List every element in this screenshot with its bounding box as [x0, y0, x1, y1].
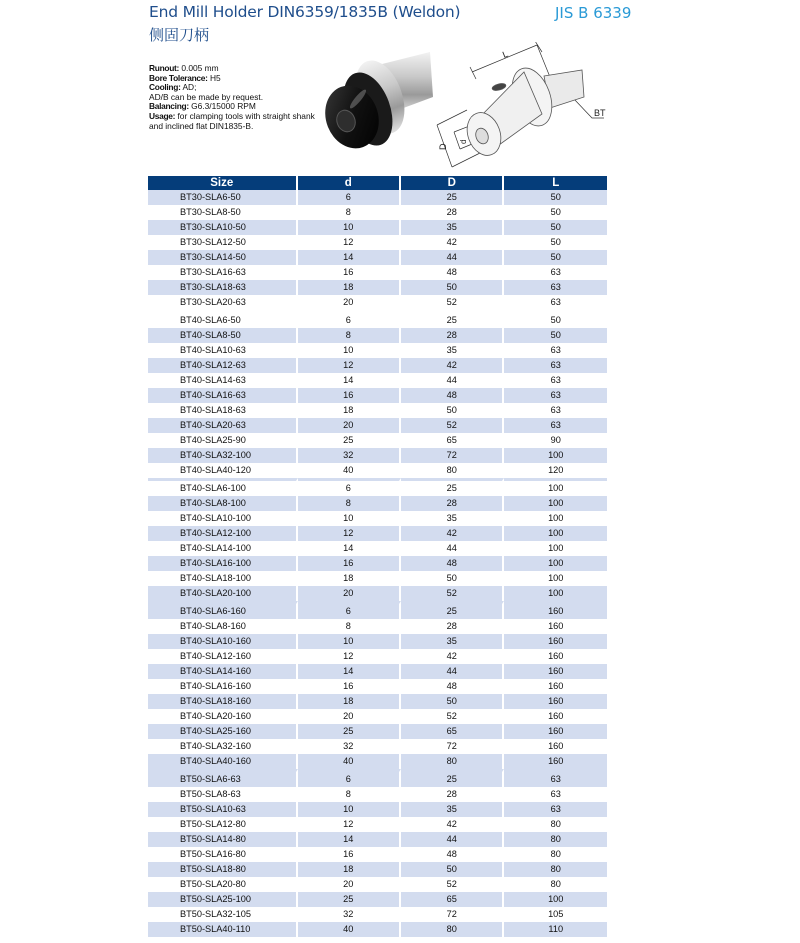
- table-row: [148, 817, 607, 832]
- cell-size: BT40-SLA32-160: [148, 739, 298, 754]
- cell-D: 42: [401, 235, 504, 250]
- product-photo: [318, 47, 433, 162]
- spec-value: 0.005 mm: [181, 63, 219, 73]
- cell-L: 63: [550, 267, 561, 277]
- page-title: End Mill Holder DIN6359/1835B (Weldon): [149, 3, 461, 21]
- spec-label: Cooling:: [149, 82, 181, 93]
- cell-D: 48: [401, 265, 504, 280]
- cell-size: BT40-SLA12-160: [148, 649, 298, 664]
- cell-L: 160: [504, 754, 607, 769]
- cell-D: 50: [401, 571, 504, 586]
- cell-size: BT40-SLA32-100: [148, 448, 298, 463]
- cell-L: 100: [548, 543, 564, 553]
- cell-D: 52: [401, 418, 504, 433]
- cell-L: 50: [550, 237, 561, 247]
- cell-d: 6: [298, 478, 401, 496]
- cell-L: 63: [504, 280, 607, 295]
- cell-L: 110: [504, 922, 607, 937]
- table-row: [148, 373, 607, 388]
- cell-D: 25: [401, 769, 504, 787]
- cell-d: 16: [298, 847, 401, 862]
- cell-size: BT40-SLA10-63: [148, 343, 298, 358]
- cell-size: BT40-SLA25-90: [148, 433, 298, 448]
- cell-d: 10: [298, 634, 401, 649]
- cell-size: BT30-SLA10-50: [148, 220, 298, 235]
- cell-size: BT40-SLA20-100: [148, 586, 298, 601]
- cell-size: BT50-SLA32-105: [148, 907, 298, 922]
- cell-D: 35: [401, 343, 504, 358]
- cell-D: 52: [401, 877, 504, 892]
- cell-size: BT30-SLA12-50: [148, 235, 298, 250]
- cell-L: 50: [504, 328, 607, 343]
- cell-D: 42: [401, 358, 504, 373]
- table-row: [148, 739, 607, 754]
- cell-D: 50: [401, 862, 504, 877]
- table-row: [148, 649, 607, 664]
- table-row: [148, 694, 607, 709]
- cell-L: 100: [504, 892, 607, 907]
- cell-d: 6: [298, 310, 401, 328]
- cell-D: 28: [401, 787, 504, 802]
- cell-L: 160: [504, 664, 607, 679]
- cell-D: 44: [401, 832, 504, 847]
- table-row: [148, 571, 607, 586]
- cell-size: BT40-SLA14-160: [148, 664, 298, 679]
- table-row: [148, 847, 607, 862]
- cell-d: 12: [298, 526, 401, 541]
- cell-d: 25: [298, 892, 401, 907]
- cell-L: 63: [550, 789, 561, 799]
- cell-D: 65: [401, 724, 504, 739]
- table-row: [148, 601, 607, 619]
- cell-L: 63: [550, 375, 561, 385]
- cell-d: 8: [298, 496, 401, 511]
- cell-D: 65: [401, 433, 504, 448]
- cell-d: 6: [298, 601, 401, 619]
- cell-d: 14: [298, 250, 401, 265]
- cell-size: BT50-SLA40-110: [148, 922, 298, 937]
- spec-label: Balancing:: [149, 101, 189, 112]
- spec-value: G6.3/15000 RPM: [191, 101, 256, 112]
- table-row: [148, 619, 607, 634]
- column-header-L: L: [504, 176, 607, 190]
- cell-D: 48: [401, 388, 504, 403]
- column-header-d: d: [298, 176, 401, 190]
- cell-size: BT40-SLA8-100: [148, 496, 298, 511]
- cell-L: 63: [550, 405, 561, 415]
- cell-L: 160: [548, 651, 564, 661]
- spec-cooling-note: AD/B can be made by request.: [149, 91, 264, 102]
- cell-L: 50: [504, 190, 607, 205]
- table-row: [148, 664, 607, 679]
- cell-size: BT30-SLA16-63: [148, 265, 298, 280]
- table-header-row: [148, 176, 607, 190]
- cell-L: 120: [548, 465, 564, 475]
- cell-d: 16: [298, 265, 401, 280]
- cell-d: 8: [298, 205, 401, 220]
- cell-L: 160: [548, 741, 564, 751]
- cell-size: BT30-SLA8-50: [148, 205, 298, 220]
- table-row: [148, 634, 607, 649]
- cell-d: 12: [298, 358, 401, 373]
- cell-D: 44: [401, 664, 504, 679]
- spec-list: [149, 64, 319, 131]
- cell-d: 14: [298, 832, 401, 847]
- cell-d: 14: [298, 664, 401, 679]
- table-row: [148, 403, 607, 418]
- table-row: [148, 343, 607, 358]
- cell-D: 44: [401, 373, 504, 388]
- cell-d: 18: [298, 694, 401, 709]
- cell-D: 35: [401, 802, 504, 817]
- cell-size: BT40-SLA20-160: [148, 709, 298, 724]
- cell-d: 12: [298, 235, 401, 250]
- cell-size: BT40-SLA25-160: [148, 724, 298, 739]
- cell-d: 6: [298, 190, 401, 205]
- cell-D: 80: [401, 463, 504, 478]
- table-row: [148, 463, 607, 478]
- cell-d: 18: [298, 862, 401, 877]
- cell-d: 14: [298, 373, 401, 388]
- cell-D: 52: [401, 709, 504, 724]
- cell-size: BT30-SLA14-50: [148, 250, 298, 265]
- cell-D: 42: [401, 817, 504, 832]
- cell-d: 20: [298, 586, 401, 601]
- table-row: [148, 862, 607, 877]
- cell-L: 160: [504, 634, 607, 649]
- spec-label: Runout:: [149, 63, 179, 73]
- cell-d: 14: [298, 541, 401, 556]
- cell-L: 100: [504, 526, 607, 541]
- spec-table: [148, 176, 607, 937]
- cell-D: 80: [401, 754, 504, 769]
- table-row: [148, 754, 607, 769]
- cell-D: 72: [401, 739, 504, 754]
- cell-size: BT50-SLA14-80: [148, 832, 298, 847]
- cell-L: 63: [550, 345, 561, 355]
- cell-d: 20: [298, 295, 401, 310]
- cell-size: BT40-SLA10-100: [148, 511, 298, 526]
- label-D: D: [438, 143, 448, 150]
- cell-D: 80: [401, 922, 504, 937]
- cell-L: 63: [504, 358, 607, 373]
- cell-d: 20: [298, 418, 401, 433]
- cell-d: 12: [298, 817, 401, 832]
- table-row: [148, 496, 607, 511]
- table-row: [148, 205, 607, 220]
- cell-L: 160: [548, 711, 564, 721]
- cell-L: 160: [504, 724, 607, 739]
- cell-L: 50: [550, 207, 561, 217]
- cell-size: BT40-SLA14-63: [148, 373, 298, 388]
- cell-D: 28: [401, 328, 504, 343]
- cell-size: BT40-SLA18-100: [148, 571, 298, 586]
- cell-d: 20: [298, 709, 401, 724]
- cell-d: 40: [298, 463, 401, 478]
- table-row: [148, 220, 607, 235]
- cell-d: 40: [298, 754, 401, 769]
- column-header-D: D: [401, 176, 504, 190]
- cell-size: BT40-SLA12-100: [148, 526, 298, 541]
- cell-L: 100: [504, 586, 607, 601]
- table-row: [148, 787, 607, 802]
- cell-L: 80: [504, 862, 607, 877]
- cell-L: 63: [504, 802, 607, 817]
- cell-d: 10: [298, 220, 401, 235]
- cell-d: 20: [298, 877, 401, 892]
- spec-value: for clamping tools with straight shank and inclined flat DIN1835-B.: [149, 110, 315, 131]
- table-row: [148, 358, 607, 373]
- cell-L: 50: [504, 220, 607, 235]
- cell-size: BT30-SLA18-63: [148, 280, 298, 295]
- cell-d: 12: [298, 649, 401, 664]
- table-row: [148, 526, 607, 541]
- table-row: [148, 478, 607, 496]
- cell-D: 35: [401, 511, 504, 526]
- cell-L: 105: [548, 909, 564, 919]
- cell-L: 100: [504, 448, 607, 463]
- cell-L: 80: [550, 879, 561, 889]
- cell-size: BT50-SLA20-80: [148, 877, 298, 892]
- cell-D: 72: [401, 907, 504, 922]
- cell-size: BT30-SLA20-63: [148, 295, 298, 310]
- cell-D: 72: [401, 448, 504, 463]
- cell-d: 40: [298, 922, 401, 937]
- cell-size: BT40-SLA40-120: [148, 463, 298, 478]
- cell-d: 18: [298, 571, 401, 586]
- cell-size: BT40-SLA16-100: [148, 556, 298, 571]
- cell-d: 32: [298, 907, 401, 922]
- cell-D: 35: [401, 220, 504, 235]
- weldon-screw: [491, 82, 506, 91]
- table-row: [148, 802, 607, 817]
- label-BT: BT: [594, 108, 606, 118]
- cell-L: 50: [504, 310, 607, 328]
- cell-size: BT50-SLA16-80: [148, 847, 298, 862]
- cell-L: 100: [504, 478, 607, 496]
- table-row: [148, 511, 607, 526]
- table-row: [148, 235, 607, 250]
- cell-size: BT40-SLA18-160: [148, 694, 298, 709]
- cell-L: 100: [504, 496, 607, 511]
- cell-L: 160: [548, 681, 564, 691]
- label-L: L: [501, 48, 510, 60]
- table-row: [148, 418, 607, 433]
- cell-D: 25: [401, 190, 504, 205]
- cell-size: BT50-SLA12-80: [148, 817, 298, 832]
- table-row: [148, 922, 607, 937]
- table-row: [148, 679, 607, 694]
- cell-L: 160: [504, 694, 607, 709]
- cell-L: 63: [504, 418, 607, 433]
- cell-size: BT40-SLA14-100: [148, 541, 298, 556]
- cell-D: 28: [401, 496, 504, 511]
- standard-label: JIS B 6339: [555, 4, 632, 22]
- cell-d: 6: [298, 769, 401, 787]
- cell-size: BT40-SLA8-160: [148, 619, 298, 634]
- cell-size: BT50-SLA10-63: [148, 802, 298, 817]
- cell-size: BT30-SLA6-50: [148, 190, 298, 205]
- cell-size: BT40-SLA6-160: [148, 601, 298, 619]
- table-row: [148, 190, 607, 205]
- cell-L: 100: [504, 556, 607, 571]
- cell-D: 25: [401, 310, 504, 328]
- cell-L: 100: [548, 513, 564, 523]
- technical-diagram: [432, 42, 612, 170]
- table-row: [148, 448, 607, 463]
- table-row: [148, 265, 607, 280]
- cell-D: 48: [401, 556, 504, 571]
- cell-D: 52: [401, 586, 504, 601]
- cell-D: 28: [401, 205, 504, 220]
- spec-value: H5: [209, 72, 221, 83]
- cell-L: 63: [504, 388, 607, 403]
- cell-size: BT40-SLA6-50: [148, 310, 298, 328]
- table-row: [148, 328, 607, 343]
- cell-d: 32: [298, 448, 401, 463]
- cell-L: 63: [504, 769, 607, 787]
- cell-L: 80: [550, 849, 561, 859]
- cell-D: 48: [401, 679, 504, 694]
- cell-L: 63: [550, 297, 561, 307]
- label-d: d: [459, 139, 468, 144]
- table-row: [148, 892, 607, 907]
- cell-L: 50: [504, 250, 607, 265]
- cell-d: 8: [298, 619, 401, 634]
- cell-size: BT50-SLA8-63: [148, 787, 298, 802]
- spec-label: Bore Tolerance:: [149, 72, 208, 83]
- cell-size: BT50-SLA6-63: [148, 769, 298, 787]
- table-row: [148, 877, 607, 892]
- cell-d: 8: [298, 328, 401, 343]
- cell-D: 42: [401, 526, 504, 541]
- cell-d: 18: [298, 280, 401, 295]
- table-row: [148, 295, 607, 310]
- table-row: [148, 310, 607, 328]
- cell-D: 65: [401, 892, 504, 907]
- cell-size: BT40-SLA8-50: [148, 328, 298, 343]
- cell-L: 90: [550, 435, 561, 445]
- cell-d: 25: [298, 724, 401, 739]
- table-row: [148, 280, 607, 295]
- table-row: [148, 832, 607, 847]
- cell-d: 16: [298, 556, 401, 571]
- cell-d: 18: [298, 403, 401, 418]
- cell-size: BT40-SLA20-63: [148, 418, 298, 433]
- table-row: [148, 907, 607, 922]
- cell-d: 10: [298, 343, 401, 358]
- spec-value: AD;: [182, 82, 197, 93]
- cell-size: BT40-SLA6-100: [148, 478, 298, 496]
- spec-label: Usage:: [149, 110, 176, 121]
- cell-size: BT40-SLA12-63: [148, 358, 298, 373]
- cell-d: 25: [298, 433, 401, 448]
- table-body: [148, 190, 607, 937]
- table-row: [148, 433, 607, 448]
- cell-D: 25: [401, 478, 504, 496]
- cell-d: 16: [298, 388, 401, 403]
- cell-size: BT50-SLA25-100: [148, 892, 298, 907]
- cell-D: 44: [401, 541, 504, 556]
- cell-size: BT40-SLA10-160: [148, 634, 298, 649]
- cell-D: 42: [401, 649, 504, 664]
- cell-size: BT50-SLA18-80: [148, 862, 298, 877]
- cell-D: 25: [401, 601, 504, 619]
- cell-L: 160: [548, 621, 564, 631]
- table-row: [148, 769, 607, 787]
- cell-d: 10: [298, 802, 401, 817]
- cell-L: 80: [550, 819, 561, 829]
- table-row: [148, 388, 607, 403]
- cell-size: BT40-SLA40-160: [148, 754, 298, 769]
- table-row: [148, 556, 607, 571]
- table-row: [148, 709, 607, 724]
- cell-D: 50: [401, 694, 504, 709]
- spec-usage: [149, 112, 319, 131]
- cell-d: 16: [298, 679, 401, 694]
- cell-D: 50: [401, 403, 504, 418]
- cell-D: 44: [401, 250, 504, 265]
- table-row: [148, 724, 607, 739]
- cell-size: BT40-SLA18-63: [148, 403, 298, 418]
- cell-D: 48: [401, 847, 504, 862]
- table-row: [148, 586, 607, 601]
- cell-d: 8: [298, 787, 401, 802]
- cell-L: 160: [504, 601, 607, 619]
- cell-D: 28: [401, 619, 504, 634]
- table-row: [148, 541, 607, 556]
- cell-L: 80: [504, 832, 607, 847]
- cell-L: 100: [548, 573, 564, 583]
- cell-D: 50: [401, 280, 504, 295]
- cell-size: BT40-SLA16-63: [148, 388, 298, 403]
- cell-D: 52: [401, 295, 504, 310]
- table-row: [148, 250, 607, 265]
- page-subtitle-cn: 侧固刀柄: [149, 26, 210, 44]
- cell-D: 35: [401, 634, 504, 649]
- column-header-size: Size: [148, 176, 298, 190]
- cell-d: 10: [298, 511, 401, 526]
- cell-d: 32: [298, 739, 401, 754]
- cell-size: BT40-SLA16-160: [148, 679, 298, 694]
